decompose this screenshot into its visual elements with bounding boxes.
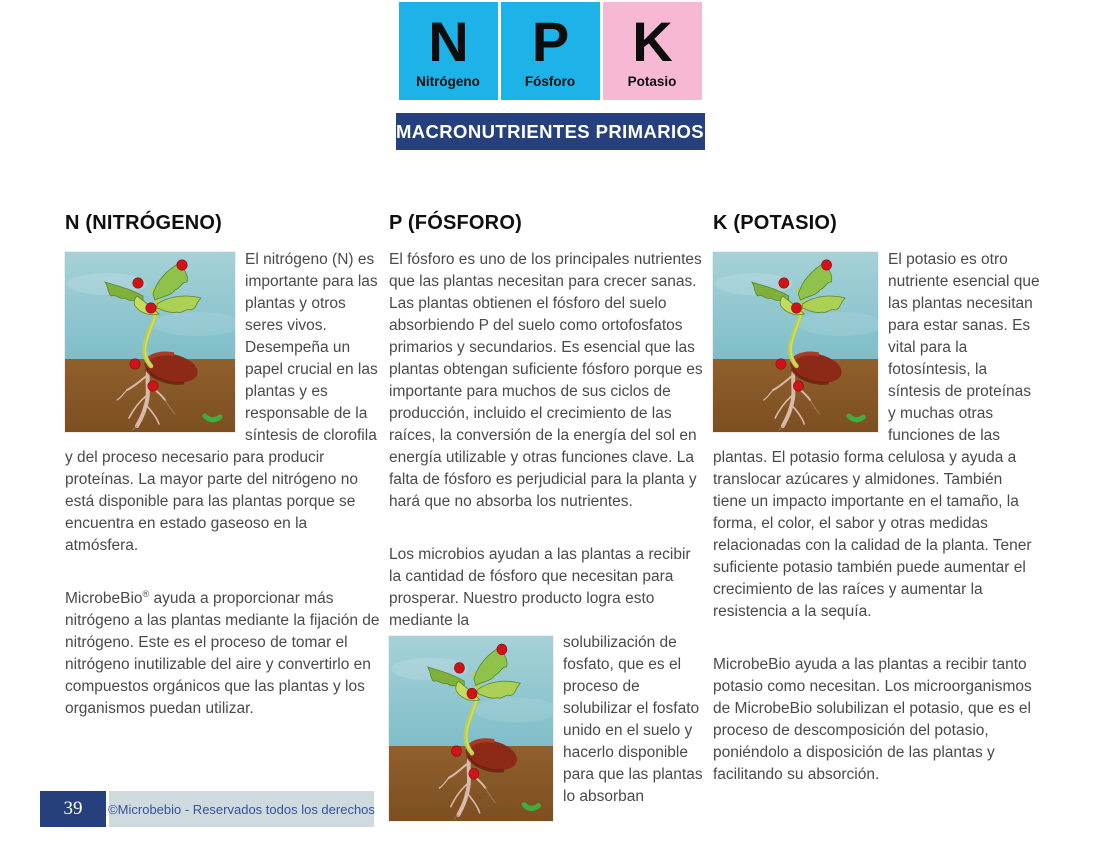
column-nitrogen [65,212,380,826]
seedling-illustration-nitrogen [65,252,235,432]
column-phosphorus [389,212,704,826]
npk-cell-nitrogen [399,2,498,100]
npk-element-row [399,2,702,100]
column-heading-nitrogen: N (NITRÓGENO) [65,212,223,234]
brand-name: MicrobeBio [65,590,143,607]
phosphorus-paragraph-2a: Los microbios ayudan a las plantas a recibir la cantidad de fósforo que necesitan para prosperar. Nuestro producto logra esto mediante la [389,546,691,629]
phosphorus-paragraph-1: El fósforo es uno de los principales nutrientes que las plantas necesitan para crecer sanas. Las plantas obtienen el fósforo del suelo absorbiendo P del suelo como ortofosfatos primarios y secundarios. Es esencial que las plantas obtengan suficiente fósforo porque es importante para muchos de sus ciclos de producción, incluido el crecimiento de las raíces, la conversión de la energía del sol en energía utilizable y otras funciones clave. La falta de fósforo es perjudicial para la planta y hará que no absorba los nutrientes. [389,251,703,510]
potassium-paragraph-2: MicrobeBio ayuda a las plantas a recibir tanto potasio como necesitan. Los microorganismos de MicrobeBio solubilizan el potasio, que es el proceso de descomposición del potasio, poniéndolo a disposición de las plantas y facilitando su absorción. [713,656,1032,783]
element-label-p: Fósforo [524,74,576,89]
column-heading-potassium: K (POTASIO) [713,212,838,234]
page-number: 39 [40,791,106,827]
seedling-illustration-phosphorus [389,636,553,821]
page-footer [40,791,374,827]
seedling-illustration-potassium [713,252,878,432]
banner-title: MACRONUTRIENTES PRIMARIOS [395,120,705,142]
column-potassium [713,212,1040,826]
potassium-paragraph-1: El potasio es otro nutriente esencial que las plantas necesitan para estar sanas. Es vital para la fotosíntesis, la síntesis de proteínas y muchas otras funciones de las plantas. El potasio forma celulosa y ayuda a translocar azúcares y almidones. También tiene un impacto importante en el tamaño, la forma, el color, el sabor y otras medidas relacionadas con la calidad de la planta. Tener suficiente potasio también puede aumentar el crecimiento de las raíces y aumentar la resistencia a la sequía. [713,251,1040,620]
npk-header [0,2,1100,150]
nitrogen-paragraph-2 [65,588,380,720]
nitrogen-paragraph-2-text: ayuda a proporcionar más nitrógeno a las plantas mediante la fijación de nitrógeno. Este es el proceso de tomar el nitrógeno inutilizable del aire y convertirlo en compuestos orgánicos que las plantas y los organismos puedan utilizar. [65,590,380,717]
nitrogen-paragraph-1: El nitrógeno (N) es importante para las plantas y otros seres vivos. Desempeña un papel crucial en las plantas y es responsable de la síntesis de clorofila y del proceso necesario para producir proteínas. La mayor parte del nitrógeno no está disponible para las plantas porque se encuentra en estado gaseoso en la atmósfera. [65,251,378,554]
section-banner [396,113,705,150]
element-symbol-k: K [632,10,672,73]
registered-mark: ® [142,588,150,599]
element-symbol-n: N [428,10,468,73]
npk-cell-potassium [603,2,702,100]
column-heading-phosphorus: P (FÓSFORO) [389,212,522,234]
copyright-notice: ©Microbebio - Reservados todos los derechos [109,791,374,827]
npk-cell-phosphorus [501,2,600,100]
phosphorus-paragraph-2b: solubilización de fosfato, que es el proceso de solubilizar el fosfato unido en el suelo y hacerlo disponible para que las plantas lo absorban [563,634,703,805]
element-label-n: Nitrógeno [416,74,480,89]
element-symbol-p: P [531,10,569,73]
content-columns [65,212,1040,826]
element-label-k: Potasio [627,74,677,89]
